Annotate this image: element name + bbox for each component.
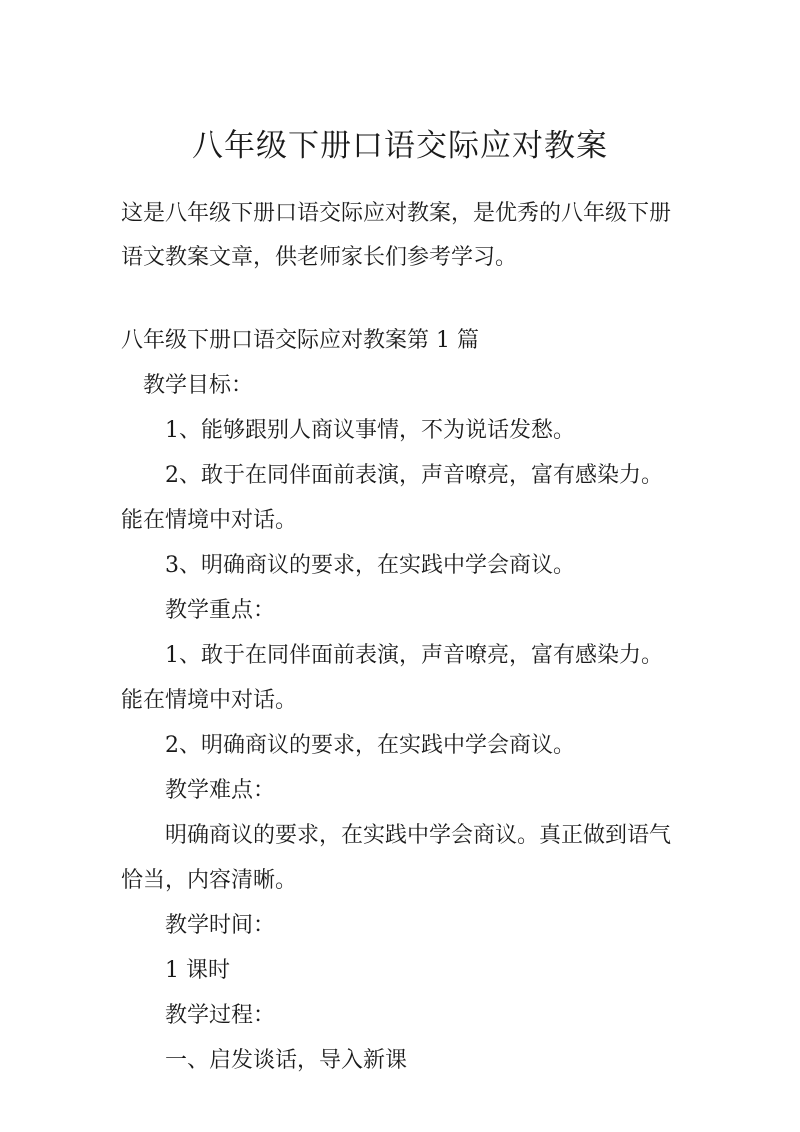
document-title: 八年级下册口语交际应对教案: [192, 128, 608, 164]
document-body: [121, 318, 681, 1083]
paragraph-teaching-goals-heading: 教学目标：: [143, 373, 254, 398]
intro-paragraph: 这是八年级下册口语交际应对教案，是优秀的八年级下册语文教案文章，供老师家长们参考学习。: [121, 201, 672, 270]
paragraph-time-heading: 教学时间：: [165, 913, 276, 938]
paragraph-key-point-2: 2、明确商议的要求，在实践中学会商议。: [165, 733, 575, 758]
paragraph-difficulty-1: 明确商议的要求，在实践中学会商议。真正做到语气恰当，内容清晰。: [121, 823, 672, 893]
paragraph-process-step-1: 一、启发谈话，导入新课: [165, 1048, 408, 1073]
section-heading: 八年级下册口语交际应对教案第 1 篇: [121, 328, 479, 353]
paragraph-goal-3: 3、明确商议的要求，在实践中学会商议。: [165, 553, 575, 578]
paragraph-process-heading: 教学过程：: [165, 1003, 276, 1028]
paragraph-key-point-1: 1、敢于在同伴面前表演，声音嘹亮，富有感染力。能在情境中对话。: [121, 643, 663, 713]
paragraph-goal-1: 1、能够跟别人商议事情，不为说话发愁。: [165, 418, 575, 443]
paragraph-key-points-heading: 教学重点：: [165, 598, 276, 623]
paragraph-difficulties-heading: 教学难点：: [165, 778, 276, 803]
paragraph-goal-2: 2、敢于在同伴面前表演，声音嘹亮，富有感染力。能在情境中对话。: [121, 463, 663, 533]
paragraph-time-value: 1 课时: [165, 958, 230, 983]
